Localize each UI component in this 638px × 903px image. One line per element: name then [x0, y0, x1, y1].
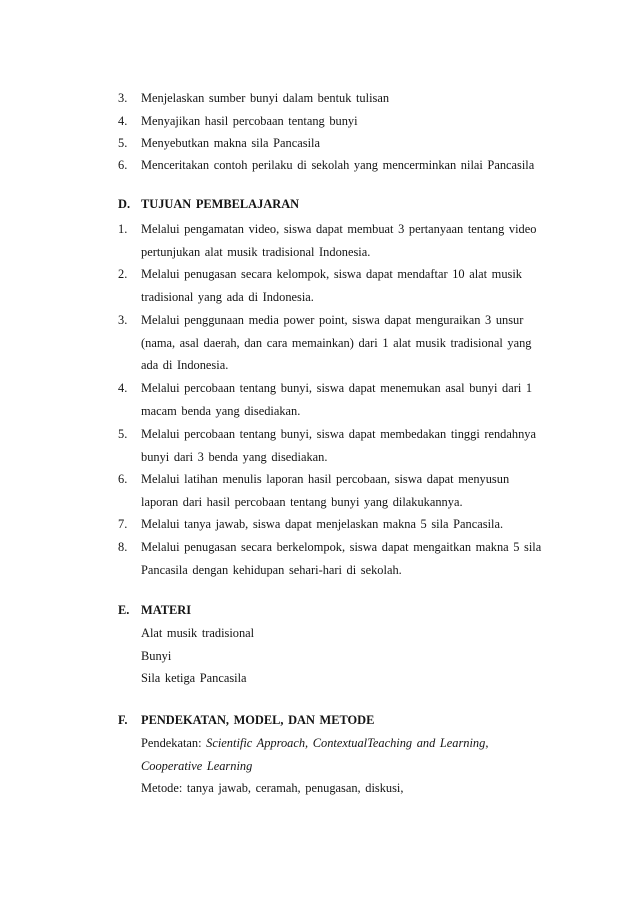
material-item: Bunyi	[141, 649, 172, 663]
objective-text: Melalui tanya jawab, siswa dapat menjelaskan makna 5 sila Pancasila.	[141, 517, 504, 531]
objective-text: Melalui penggunaan media power point, siswa dapat menguraikan 3 unsur	[141, 313, 524, 327]
objective-text: pertunjukan alat musik tradisional Indonesia.	[141, 245, 371, 259]
objective-text: Melalui latihan menulis laporan hasil percobaan, siswa dapat menyusun	[141, 472, 510, 486]
objective-number: 4.	[118, 381, 128, 395]
objective-text: tradisional yang ada di Indonesia.	[141, 290, 314, 304]
list-item-text: Menyebutkan makna sila Pancasila	[141, 136, 320, 150]
approach-value: Scientific Approach, ContextualTeaching and Learning,	[206, 736, 489, 750]
list-item-text: Menceritakan contoh perilaku di sekolah yang mencerminkan nilai Pancasila	[141, 158, 535, 172]
list-number: 5.	[118, 136, 128, 150]
approach-label: Pendekatan:	[141, 736, 202, 750]
objective-text: laporan dari hasil percobaan tentang bunyi yang dilakukannya.	[141, 495, 463, 509]
material-item: Alat musik tradisional	[141, 626, 255, 640]
section-heading: MATERI	[141, 603, 192, 617]
list-number: 6.	[118, 158, 128, 172]
objective-text: Melalui penugasan secara kelompok, siswa dapat mendaftar 10 alat musik	[141, 267, 522, 281]
objective-text: bunyi dari 3 benda yang disediakan.	[141, 450, 328, 464]
objective-text: Melalui penugasan secara berkelompok, siswa dapat mengaitkan makna 5 sila	[141, 540, 542, 554]
objective-text: (nama, asal daerah, dan cara memainkan) dari 1 alat musik tradisional yang	[141, 336, 532, 350]
list-item-text: Menjelaskan sumber bunyi dalam bentuk tulisan	[141, 91, 390, 105]
objective-number: 3.	[118, 313, 128, 327]
list-number: 4.	[118, 114, 128, 128]
list-item-text: Menyajikan hasil percobaan tentang bunyi	[141, 114, 358, 128]
objective-number: 5.	[118, 427, 128, 441]
section-heading: TUJUAN PEMBELAJARAN	[141, 197, 300, 211]
objective-text: macam benda yang disediakan.	[141, 404, 301, 418]
objective-text: Pancasila dengan kehidupan sehari-hari di sekolah.	[141, 563, 402, 577]
list-number: 3.	[118, 91, 128, 105]
method-line: Metode: tanya jawab, ceramah, penugasan, diskusi,	[141, 781, 404, 795]
objective-text: Melalui percobaan tentang bunyi, siswa dapat menemukan asal bunyi dari 1	[141, 381, 533, 395]
objective-number: 2.	[118, 267, 128, 281]
approach-value-continued: Cooperative Learning	[141, 759, 253, 773]
section-letter: F.	[118, 713, 128, 727]
objective-number: 7.	[118, 517, 128, 531]
objective-number: 1.	[118, 222, 128, 236]
approach-line	[141, 736, 488, 750]
material-item: Sila ketiga Pancasila	[141, 671, 247, 685]
objective-text: Melalui percobaan tentang bunyi, siswa dapat membedakan tinggi rendahnya	[141, 427, 536, 441]
section-letter: E.	[118, 603, 130, 617]
objective-number: 6.	[118, 472, 128, 486]
section-heading: PENDEKATAN, MODEL, DAN METODE	[141, 713, 375, 727]
objective-text: Melalui pengamatan video, siswa dapat membuat 3 pertanyaan tentang video	[141, 222, 537, 236]
objective-number: 8.	[118, 540, 128, 554]
section-letter: D.	[118, 197, 131, 211]
objective-text: ada di Indonesia.	[141, 358, 229, 372]
